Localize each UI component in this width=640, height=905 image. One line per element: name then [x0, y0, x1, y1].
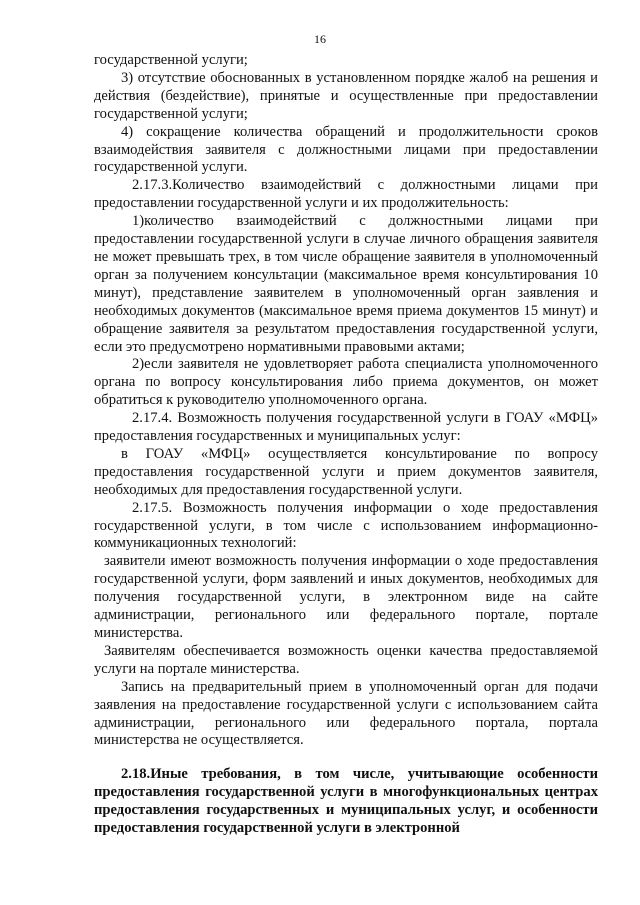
document-body	[94, 52, 598, 838]
page-number: 16	[314, 32, 326, 46]
paragraph: Запись на предварительный прием в уполномоченный орган для подачи заявления на предоставление государственной услуги с использованием сайта администрации, регионального или федерального портала, портала министерства не осуществляется.	[94, 678, 598, 749]
paragraph: Заявителям обеспечивается возможность оценки качества предоставляемой услуги на портале министерства.	[94, 642, 598, 677]
section-heading: 2.18.Иные требования, в том числе, учитывающие особенности предоставления государственной услуги в многофункциональных центрах предоставления государственных и муниципальных услуг, и особенности предоставления государственной услуги в электронной	[94, 766, 598, 837]
paragraph: 2.17.5. Возможность получения информации о ходе предоставления государственной услуги, в том числе с использованием информационно-коммуникационных технологий:	[94, 499, 598, 552]
paragraph: 2)если заявителя не удовлетворяет работа специалиста уполномоченного органа по вопросу консультирования либо приема документов, он может обратиться к руководителю уполномоченного органа.	[94, 356, 598, 409]
paragraph: 2.17.4. Возможность получения государственной услуги в ГОАУ «МФЦ» предоставления государственных и муниципальных услуг:	[94, 410, 598, 445]
section-gap	[94, 750, 598, 766]
paragraph: 2.17.3.Количество взаимодействий с должностными лицами при предоставлении государственной услуги и их продолжительность:	[94, 177, 598, 212]
paragraph: государственной услуги;	[94, 52, 248, 68]
paragraph: 3) отсутствие обоснованных в установленном порядке жалоб на решения и действия (бездействие), принятые и осуществленные при предоставлении государственной услуги;	[94, 69, 598, 122]
paragraph: заявители имеют возможность получения информации о ходе предоставления государственной услуги, форм заявлений и иных документов, необходимых для получения государственной услуги, в электронном виде на сайте администрации, регионального или федерального портале, портале министерства.	[94, 553, 598, 641]
paragraph: 1)количество взаимодействий с должностными лицами при предоставлении государственной услуги в случае личного обращения заявителя не может превышать трех, в том числе обращение заявителя в уполномоченный орган за получением консультации (максимальное время консультирования 10 минут), представление заявителем в уполномоченный орган заявления и необходимых документов (максимальное время приема документов 15 минут) и обращение заявителя за результатом предоставления государственной услуги, если это предусмотрено нормативными правовыми актами;	[94, 213, 598, 355]
paragraph: 4) сокращение количества обращений и продолжительности сроков взаимодействия заявителя с должностными лицами при предоставлении государственной услуги.	[94, 123, 598, 176]
paragraph: в ГОАУ «МФЦ» осуществляется консультирование по вопросу предоставления государственной услуги и прием документов заявителя, необходимых для предоставления государственной услуги.	[94, 445, 598, 498]
